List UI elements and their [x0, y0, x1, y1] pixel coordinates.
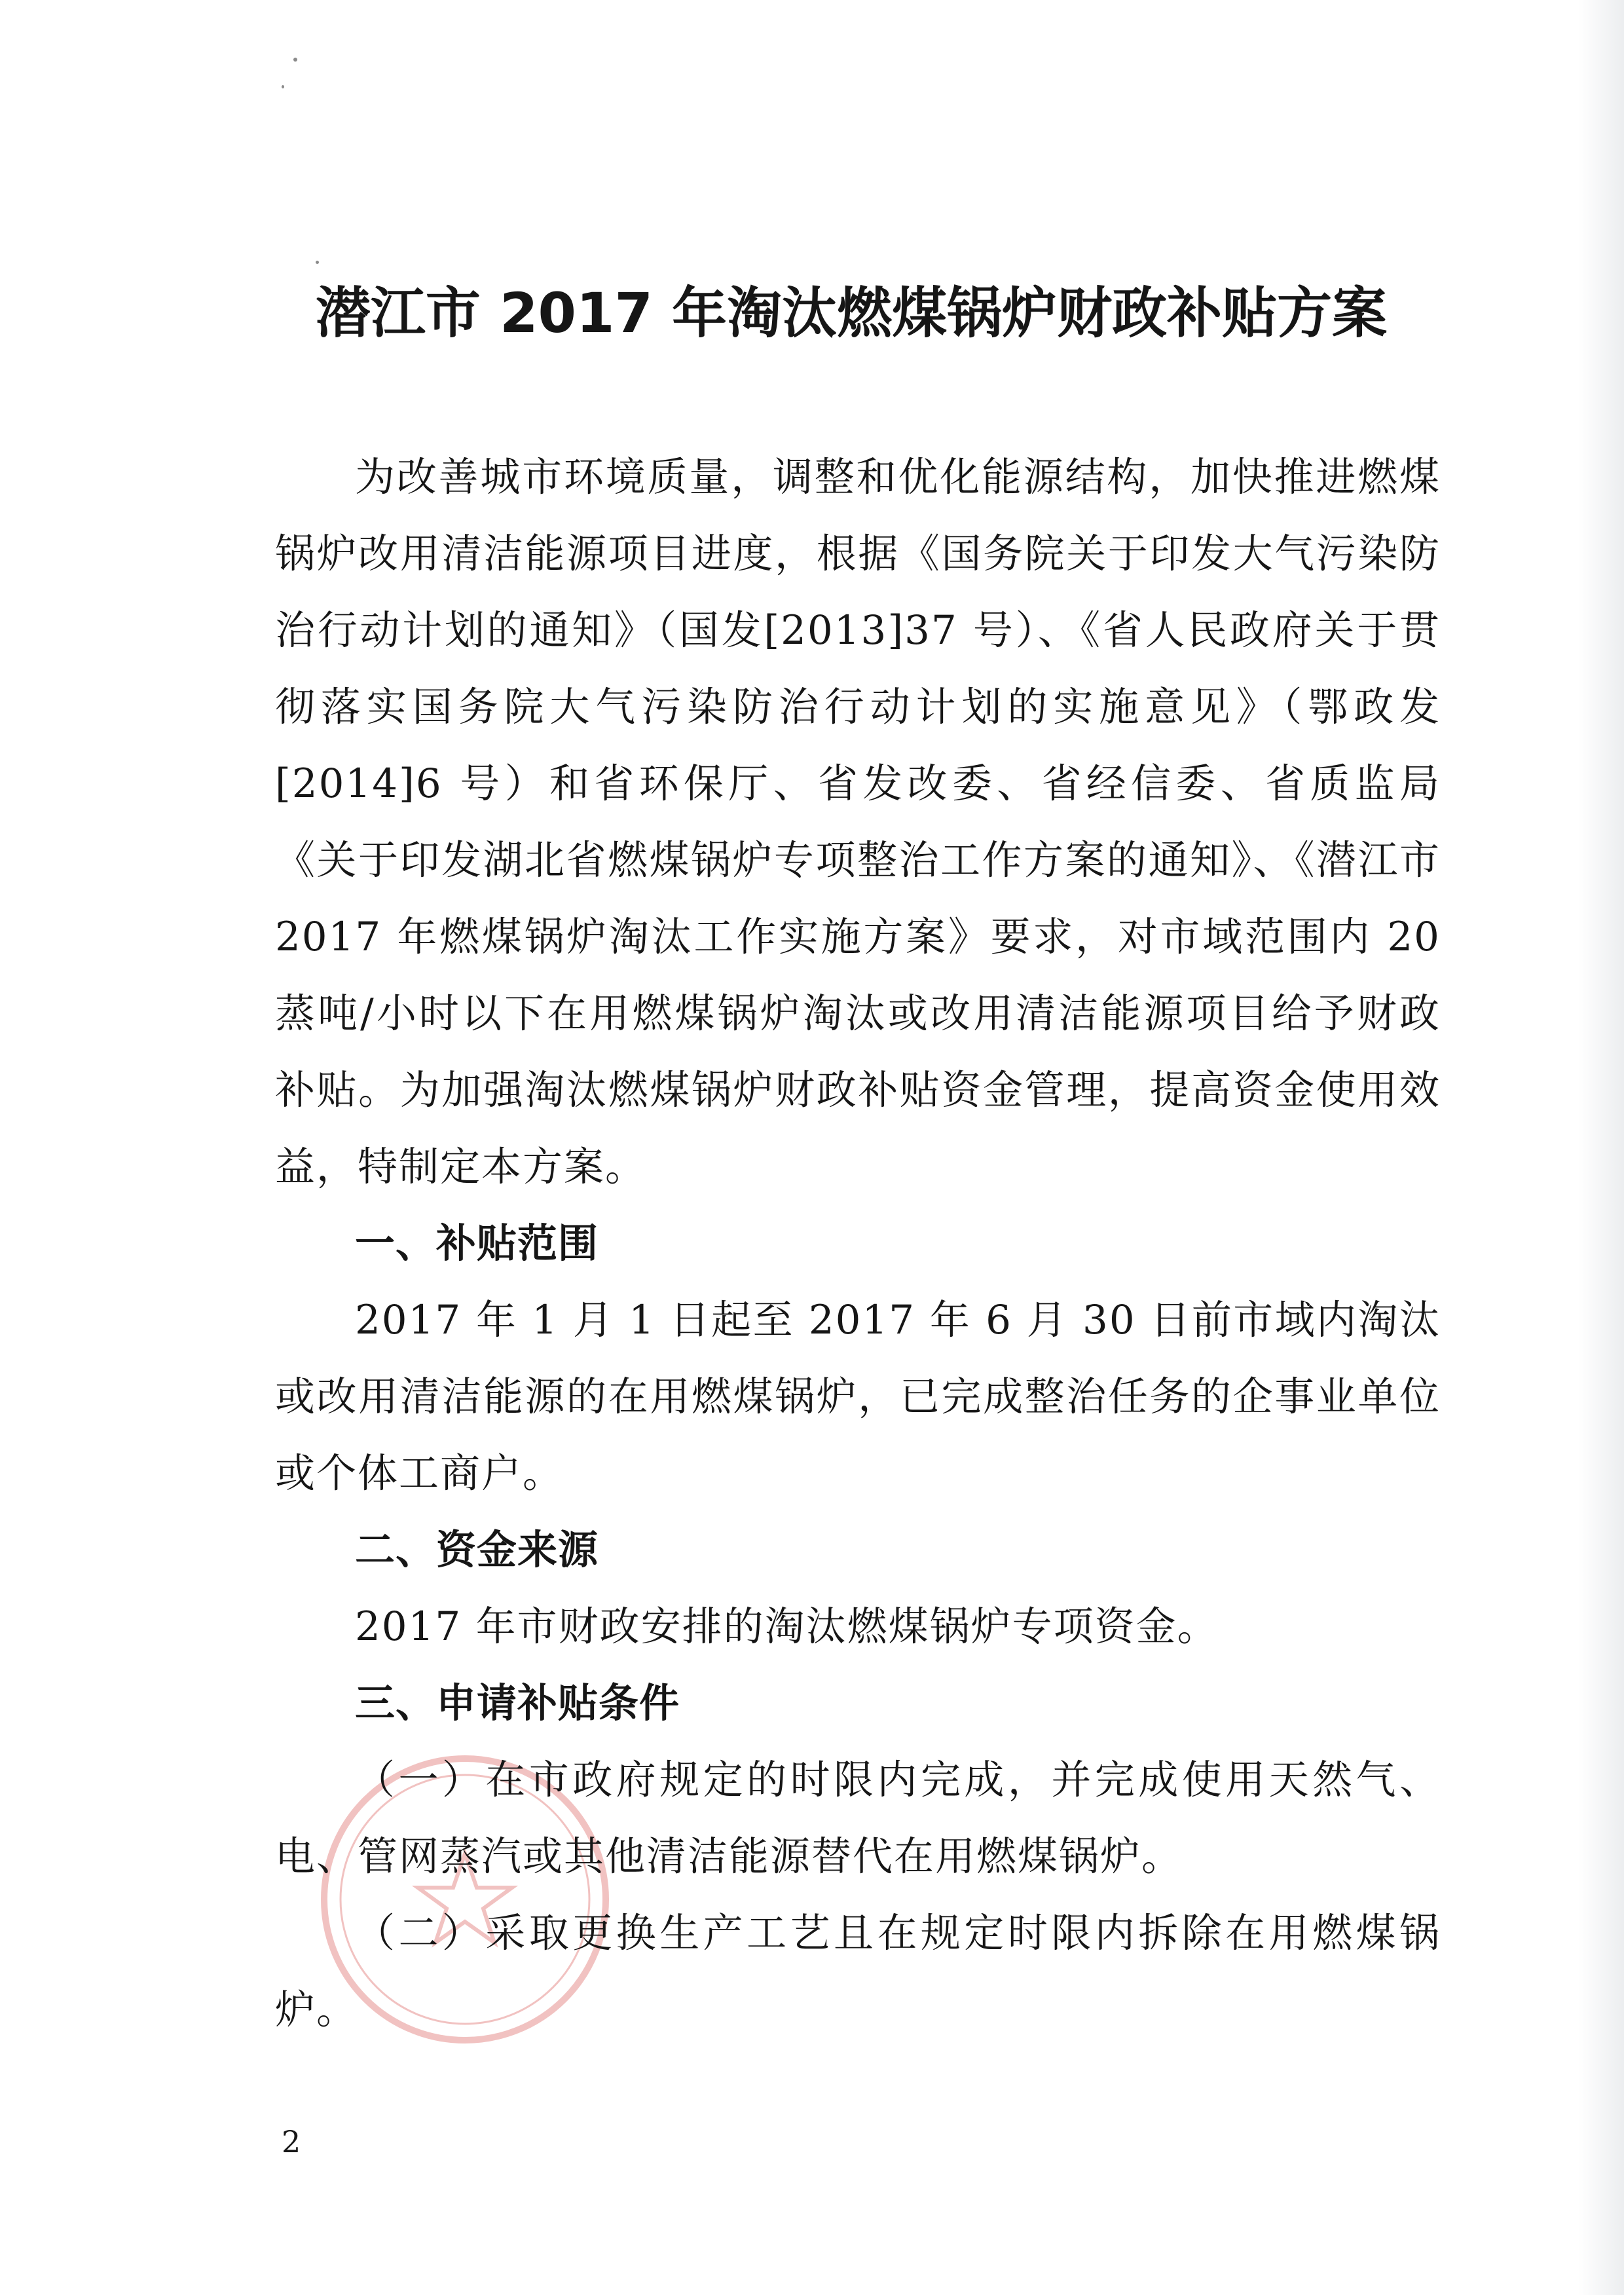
funding-paragraph: 2017 年市财政安排的淘汰燃煤锅炉专项资金。	[355, 1603, 1219, 1650]
document-body	[275, 439, 1441, 2048]
scope-paragraph: 2017 年 1 月 1 日起至 2017 年 6 月 30 日前市域内淘汰或改用清洁能源的在用燃煤锅炉，已完成整治任务的企事业单位或个体工商户。	[275, 1297, 1441, 1497]
section-heading-funding: 二、资金来源	[355, 1527, 599, 1573]
scan-edge-shadow	[1578, 0, 1624, 2295]
document-title: 潜江市 2017 年淘汰燃煤锅炉财政补贴方案	[315, 281, 1388, 345]
scan-speck	[316, 261, 319, 264]
condition-item-1: （一）在市政府规定的时限内完成，并完成使用天然气、电、管网蒸汽或其他清洁能源替代在用燃煤锅炉。	[275, 1757, 1441, 1880]
intro-paragraph: 为改善城市环境质量，调整和优化能源结构，加快推进燃煤锅炉改用清洁能源项目进度，根据《国务院关于印发大气污染防治行动计划的通知》（国发[2013]37 号）、《省人民政府关于贯彻落实国务院大气污染防治行动计划的实施意见》（鄂政发[2014]6 号）和省环保厅、省发改委、省经信委、省质监局《关于印发湖北省燃煤锅炉专项整治工作方案的通知》、《潜江市 2017 年燃煤锅炉淘汰工作实施方案》要求，对市域范围内 20 蒸吨/小时以下在用燃煤锅炉淘汰或改用清洁能源项目给予财政补贴。为加强淘汰燃煤锅炉财政补贴资金管理，提高资金使用效益，特制定本方案。	[275, 454, 1441, 1190]
scan-speck	[293, 58, 297, 62]
condition-item-2: （二）采取更换生产工艺且在规定时限内拆除在用燃煤锅炉。	[275, 1910, 1441, 2033]
scan-speck	[282, 85, 284, 88]
section-heading-conditions: 三、申请补贴条件	[355, 1680, 680, 1726]
page-number: 2	[282, 2124, 301, 2159]
section-heading-scope: 一、补贴范围	[355, 1220, 599, 1267]
